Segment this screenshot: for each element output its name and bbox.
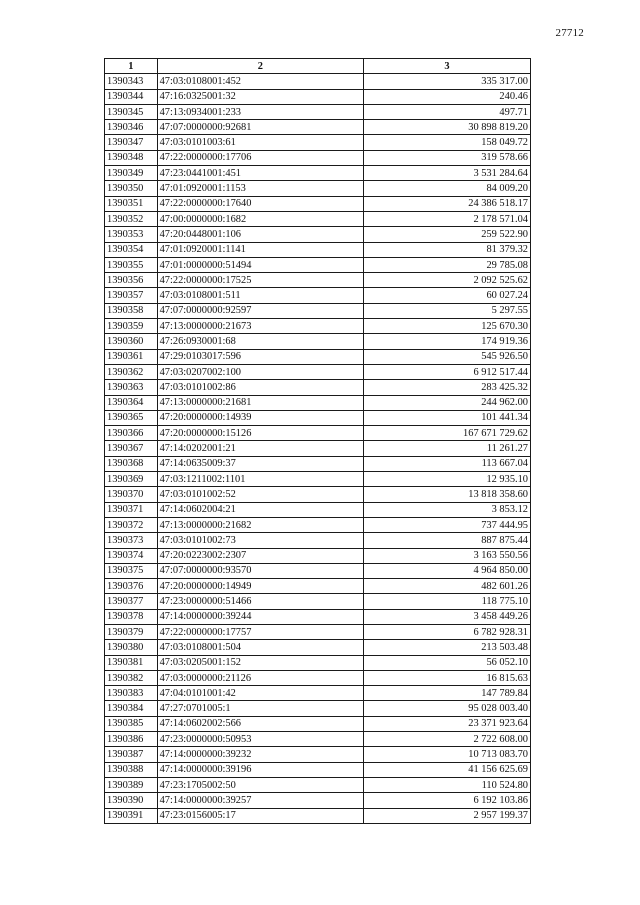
row-number-cell: 1390343: [105, 74, 158, 89]
row-number-cell: 1390376: [105, 579, 158, 594]
value-cell: 10 713 083.70: [364, 747, 531, 762]
cadastral-number-cell: 47:13:0000000:21673: [157, 319, 363, 334]
table-row: [105, 380, 531, 395]
value-cell: 6 912 517.44: [364, 364, 531, 379]
row-number-cell: 1390362: [105, 364, 158, 379]
table-row: [105, 150, 531, 165]
row-number-cell: 1390390: [105, 793, 158, 808]
cadastral-value-table: [104, 58, 531, 824]
cadastral-number-cell: 47:03:0101002:52: [157, 487, 363, 502]
row-number-cell: 1390372: [105, 517, 158, 532]
cadastral-number-cell: 47:23:0156005:17: [157, 808, 363, 823]
row-number-cell: 1390378: [105, 609, 158, 624]
table-row: [105, 257, 531, 272]
cadastral-number-cell: 47:23:0000000:50953: [157, 732, 363, 747]
row-number-cell: 1390365: [105, 410, 158, 425]
row-number-cell: 1390389: [105, 777, 158, 792]
row-number-cell: 1390385: [105, 716, 158, 731]
cadastral-number-cell: 47:03:0108001:504: [157, 640, 363, 655]
table-row: [105, 502, 531, 517]
table-row: [105, 441, 531, 456]
table-row: [105, 579, 531, 594]
table-row: [105, 181, 531, 196]
table-row: [105, 74, 531, 89]
value-cell: 887 875.44: [364, 533, 531, 548]
table-row: [105, 196, 531, 211]
cadastral-number-cell: 47:14:0635009:37: [157, 456, 363, 471]
row-number-cell: 1390388: [105, 762, 158, 777]
cadastral-number-cell: 47:03:0101002:86: [157, 380, 363, 395]
cadastral-number-cell: 47:16:0325001:32: [157, 89, 363, 104]
row-number-cell: 1390360: [105, 334, 158, 349]
row-number-cell: 1390350: [105, 181, 158, 196]
cadastral-number-cell: 47:13:0000000:21682: [157, 517, 363, 532]
row-number-cell: 1390371: [105, 502, 158, 517]
table-row: [105, 793, 531, 808]
row-number-cell: 1390387: [105, 747, 158, 762]
value-cell: 259 522.90: [364, 227, 531, 242]
value-cell: 482 601.26: [364, 579, 531, 594]
row-number-cell: 1390384: [105, 701, 158, 716]
cadastral-number-cell: 47:29:0103017:596: [157, 349, 363, 364]
table-row: [105, 594, 531, 609]
value-cell: 113 667.04: [364, 456, 531, 471]
table-row: [105, 89, 531, 104]
cadastral-number-cell: 47:20:0000000:14949: [157, 579, 363, 594]
table-row: [105, 655, 531, 670]
value-cell: 737 444.95: [364, 517, 531, 532]
table-row: [105, 472, 531, 487]
value-cell: 497.71: [364, 104, 531, 119]
column-header-1: 1: [105, 59, 158, 74]
value-cell: 2 722 608.00: [364, 732, 531, 747]
cadastral-number-cell: 47:14:0000000:39244: [157, 609, 363, 624]
cadastral-number-cell: 47:07:0000000:92597: [157, 303, 363, 318]
value-cell: 29 785.08: [364, 257, 531, 272]
column-header-3: 3: [364, 59, 531, 74]
row-number-cell: 1390382: [105, 670, 158, 685]
cadastral-number-cell: 47:13:0000000:21681: [157, 395, 363, 410]
cadastral-number-cell: 47:22:0000000:17525: [157, 273, 363, 288]
table-row: [105, 410, 531, 425]
value-cell: 24 386 518.17: [364, 196, 531, 211]
table-row: [105, 533, 531, 548]
row-number-cell: 1390373: [105, 533, 158, 548]
cadastral-number-cell: 47:23:0441001:451: [157, 166, 363, 181]
value-cell: 6 782 928.31: [364, 624, 531, 639]
row-number-cell: 1390348: [105, 150, 158, 165]
cadastral-number-cell: 47:03:1211002:1101: [157, 472, 363, 487]
table-row: [105, 762, 531, 777]
table-row: [105, 456, 531, 471]
row-number-cell: 1390367: [105, 441, 158, 456]
table-row: [105, 563, 531, 578]
table-row: [105, 426, 531, 441]
table-row: [105, 808, 531, 823]
row-number-cell: 1390391: [105, 808, 158, 823]
value-cell: 6 192 103.86: [364, 793, 531, 808]
cadastral-number-cell: 47:01:0920001:1153: [157, 181, 363, 196]
row-number-cell: 1390361: [105, 349, 158, 364]
row-number-cell: 1390375: [105, 563, 158, 578]
value-cell: 3 458 449.26: [364, 609, 531, 624]
cadastral-number-cell: 47:20:0448001:106: [157, 227, 363, 242]
cadastral-number-cell: 47:03:0108001:511: [157, 288, 363, 303]
table-row: [105, 135, 531, 150]
table-row: [105, 686, 531, 701]
row-number-cell: 1390364: [105, 395, 158, 410]
value-cell: 2 178 571.04: [364, 211, 531, 226]
row-number-cell: 1390359: [105, 319, 158, 334]
column-header-2: 2: [157, 59, 363, 74]
table-row: [105, 319, 531, 334]
table-row: [105, 303, 531, 318]
row-number-cell: 1390345: [105, 104, 158, 119]
row-number-cell: 1390354: [105, 242, 158, 257]
value-cell: 11 261.27: [364, 441, 531, 456]
value-cell: 158 049.72: [364, 135, 531, 150]
table-row: [105, 349, 531, 364]
row-number-cell: 1390369: [105, 472, 158, 487]
cadastral-number-cell: 47:14:0000000:39232: [157, 747, 363, 762]
row-number-cell: 1390346: [105, 120, 158, 135]
cadastral-number-cell: 47:22:0000000:17706: [157, 150, 363, 165]
table-row: [105, 640, 531, 655]
cadastral-number-cell: 47:26:0930001:68: [157, 334, 363, 349]
table-row: [105, 273, 531, 288]
table-row: [105, 211, 531, 226]
cadastral-number-cell: 47:00:0000000:1682: [157, 211, 363, 226]
cadastral-number-cell: 47:03:0205001:152: [157, 655, 363, 670]
table-row: [105, 395, 531, 410]
cadastral-number-cell: 47:14:0602004:21: [157, 502, 363, 517]
cadastral-number-cell: 47:03:0101002:73: [157, 533, 363, 548]
value-cell: 5 297.55: [364, 303, 531, 318]
row-number-cell: 1390377: [105, 594, 158, 609]
table-row: [105, 364, 531, 379]
table-row: [105, 487, 531, 502]
value-cell: 101 441.34: [364, 410, 531, 425]
value-cell: 41 156 625.69: [364, 762, 531, 777]
cadastral-number-cell: 47:20:0000000:15126: [157, 426, 363, 441]
value-cell: 167 671 729.62: [364, 426, 531, 441]
value-cell: 174 919.36: [364, 334, 531, 349]
row-number-cell: 1390347: [105, 135, 158, 150]
value-cell: 56 052.10: [364, 655, 531, 670]
row-number-cell: 1390344: [105, 89, 158, 104]
value-cell: 23 371 923.64: [364, 716, 531, 731]
cadastral-number-cell: 47:14:0000000:39196: [157, 762, 363, 777]
row-number-cell: 1390351: [105, 196, 158, 211]
value-cell: 2 957 199.37: [364, 808, 531, 823]
value-cell: 283 425.32: [364, 380, 531, 395]
table-row: [105, 716, 531, 731]
cadastral-number-cell: 47:13:0934001:233: [157, 104, 363, 119]
value-cell: 3 163 550.56: [364, 548, 531, 563]
value-cell: 3 853.12: [364, 502, 531, 517]
row-number-cell: 1390386: [105, 732, 158, 747]
table-row: [105, 334, 531, 349]
value-cell: 3 531 284.64: [364, 166, 531, 181]
cadastral-number-cell: 47:14:0602002:566: [157, 716, 363, 731]
value-cell: 84 009.20: [364, 181, 531, 196]
row-number-cell: 1390374: [105, 548, 158, 563]
value-cell: 13 818 358.60: [364, 487, 531, 502]
table-row: [105, 732, 531, 747]
cadastral-number-cell: 47:07:0000000:92681: [157, 120, 363, 135]
cadastral-number-cell: 47:03:0000000:21126: [157, 670, 363, 685]
value-cell: 30 898 819.20: [364, 120, 531, 135]
row-number-cell: 1390349: [105, 166, 158, 181]
value-cell: 125 670.30: [364, 319, 531, 334]
cadastral-number-cell: 47:03:0207002:100: [157, 364, 363, 379]
value-cell: 110 524.80: [364, 777, 531, 792]
cadastral-number-cell: 47:03:0101003:61: [157, 135, 363, 150]
table-row: [105, 166, 531, 181]
cadastral-number-cell: 47:22:0000000:17757: [157, 624, 363, 639]
table-row: [105, 701, 531, 716]
value-cell: 545 926.50: [364, 349, 531, 364]
value-cell: 4 964 850.00: [364, 563, 531, 578]
cadastral-number-cell: 47:27:0701005:1: [157, 701, 363, 716]
table-row: [105, 670, 531, 685]
cadastral-number-cell: 47:01:0920001:1141: [157, 242, 363, 257]
row-number-cell: 1390352: [105, 211, 158, 226]
table-row: [105, 288, 531, 303]
row-number-cell: 1390383: [105, 686, 158, 701]
cadastral-number-cell: 47:23:1705002:50: [157, 777, 363, 792]
table-row: [105, 747, 531, 762]
value-cell: 213 503.48: [364, 640, 531, 655]
table-row: [105, 624, 531, 639]
cadastral-number-cell: 47:14:0202001:21: [157, 441, 363, 456]
cadastral-number-cell: 47:14:0000000:39257: [157, 793, 363, 808]
cadastral-number-cell: 47:01:0000000:51494: [157, 257, 363, 272]
cadastral-number-cell: 47:07:0000000:93570: [157, 563, 363, 578]
table-row: [105, 104, 531, 119]
value-cell: 95 028 003.40: [364, 701, 531, 716]
row-number-cell: 1390380: [105, 640, 158, 655]
value-cell: 12 935.10: [364, 472, 531, 487]
cadastral-number-cell: 47:20:0223002:2307: [157, 548, 363, 563]
cadastral-number-cell: 47:04:0101001:42: [157, 686, 363, 701]
value-cell: 81 379.32: [364, 242, 531, 257]
value-cell: 335 317.00: [364, 74, 531, 89]
table-row: [105, 227, 531, 242]
value-cell: 2 092 525.62: [364, 273, 531, 288]
row-number-cell: 1390356: [105, 273, 158, 288]
page-number: 27712: [555, 27, 584, 39]
row-number-cell: 1390381: [105, 655, 158, 670]
row-number-cell: 1390368: [105, 456, 158, 471]
value-cell: 244 962.00: [364, 395, 531, 410]
value-cell: 147 789.84: [364, 686, 531, 701]
table-row: [105, 120, 531, 135]
cadastral-number-cell: 47:03:0108001:452: [157, 74, 363, 89]
row-number-cell: 1390363: [105, 380, 158, 395]
value-cell: 60 027.24: [364, 288, 531, 303]
cadastral-number-cell: 47:20:0000000:14939: [157, 410, 363, 425]
value-cell: 118 775.10: [364, 594, 531, 609]
row-number-cell: 1390355: [105, 257, 158, 272]
table-row: [105, 777, 531, 792]
row-number-cell: 1390370: [105, 487, 158, 502]
table-row: [105, 517, 531, 532]
row-number-cell: 1390366: [105, 426, 158, 441]
table-header-row: [105, 59, 531, 74]
cadastral-number-cell: 47:23:0000000:51466: [157, 594, 363, 609]
row-number-cell: 1390358: [105, 303, 158, 318]
table-row: [105, 609, 531, 624]
table-row: [105, 242, 531, 257]
value-cell: 319 578.66: [364, 150, 531, 165]
value-cell: 240.46: [364, 89, 531, 104]
row-number-cell: 1390353: [105, 227, 158, 242]
table-row: [105, 548, 531, 563]
table-body: [105, 74, 531, 824]
value-cell: 16 815.63: [364, 670, 531, 685]
row-number-cell: 1390357: [105, 288, 158, 303]
cadastral-number-cell: 47:22:0000000:17640: [157, 196, 363, 211]
row-number-cell: 1390379: [105, 624, 158, 639]
